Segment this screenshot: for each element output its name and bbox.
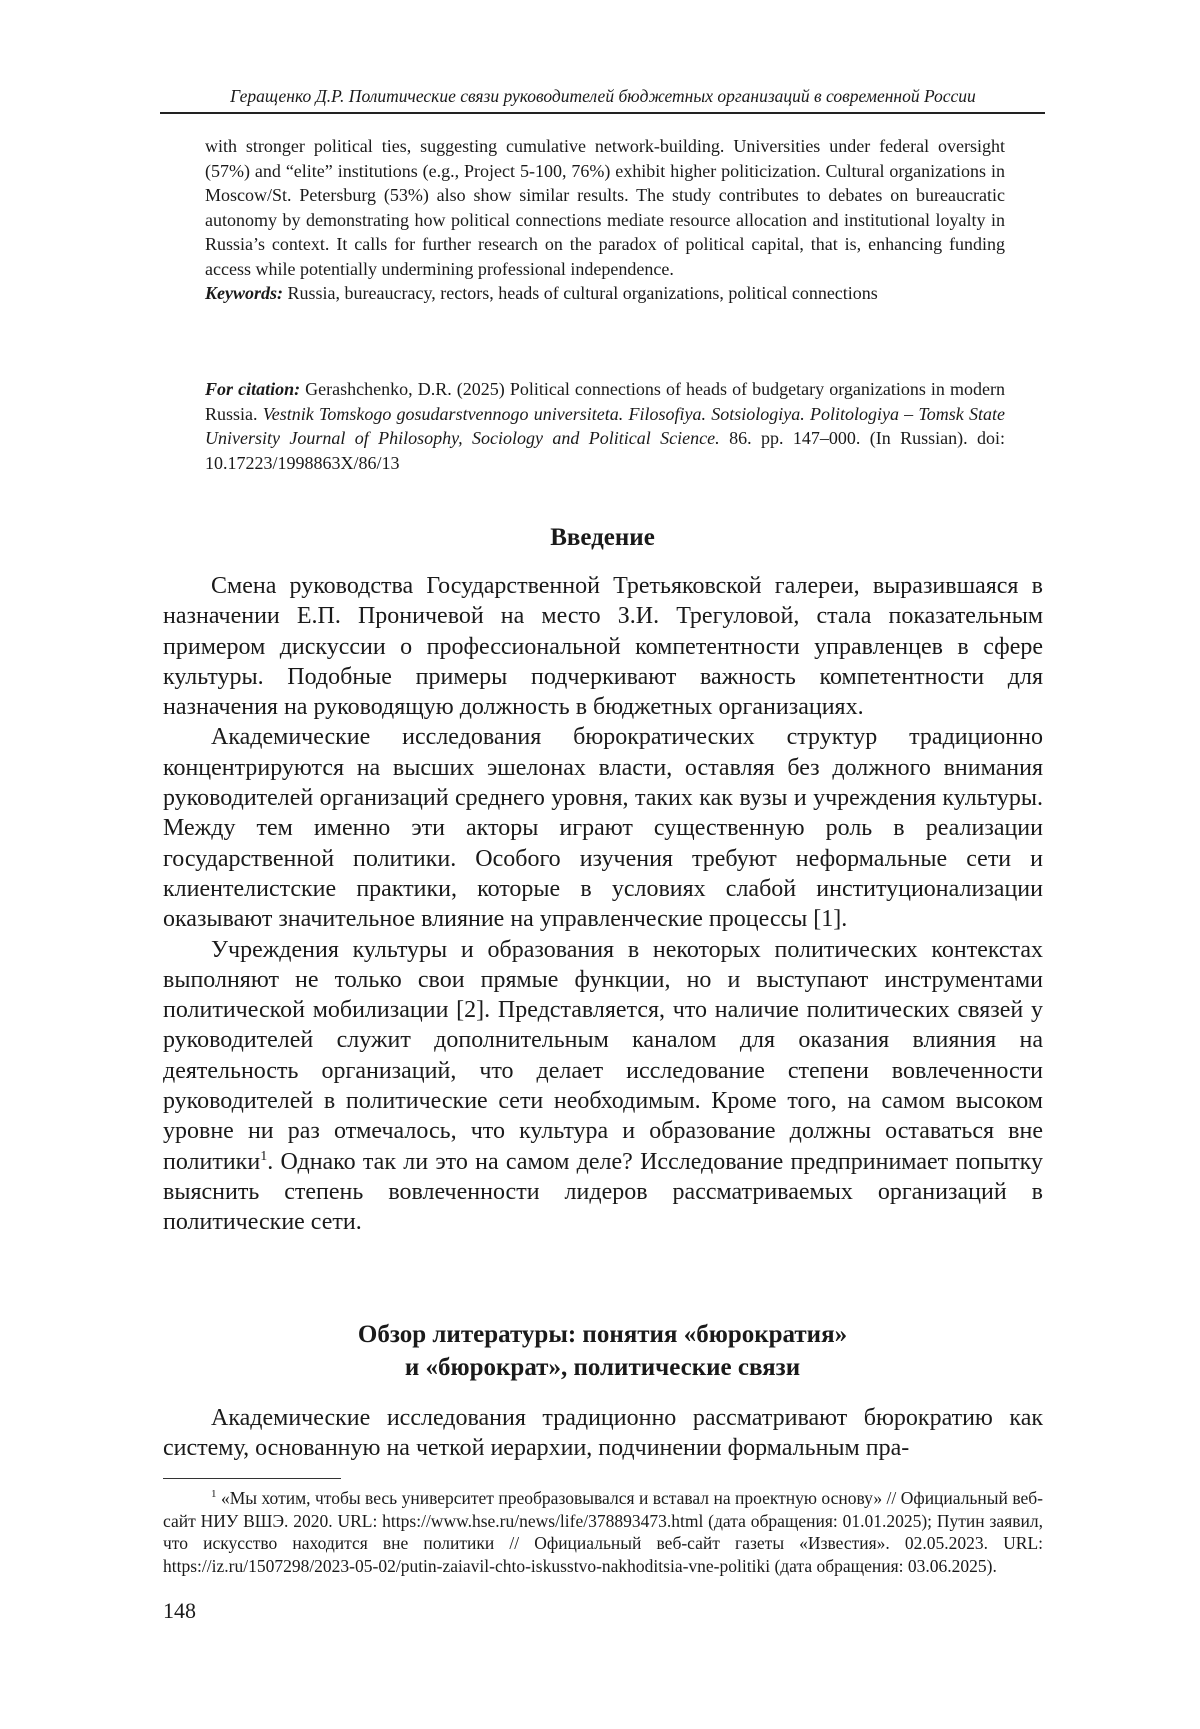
citation-label: For citation:: [205, 379, 301, 399]
abstract-text: with stronger political ties, suggesting cumulative network-building. Universities under federal oversight (57%) and “elite” institutions (e.g., Project 5-100, 76%) exhibit higher politicization. Cultural organizations in Moscow/St. Petersburg (53%) also show similar results. The study contributes to debates on bureaucratic autonomy by demonstrating how political connections mediate resource allocation and institutional loyalty in Russia’s context. It calls for further research on the paradox of political capital, that is, enhancing funding access while potentially undermining professional independence.: [205, 136, 1005, 279]
literature-review-body: [163, 1403, 1043, 1464]
citation-text: Gerashchenko, D.R. (2025) Political connections of heads of budgetary organizations in modern Russia.: [205, 379, 1005, 424]
intro-paragraph-2: Академические исследования бюрократических структур традиционно концентрируются на высших эшелонах власти, оставляя без должного внимания руководителей организаций среднего уровня, таких как вузы и учреждения культуры. Между тем именно эти акторы играют существенную роль в реализации государственной политики. Особого изучения требуют неформальные сети и клиентелистские практики, которые в условиях слабой институционализации оказывают значительное влияние на управленческие процессы [1].: [163, 724, 1043, 933]
footnote-separator: [163, 1478, 341, 1479]
citation-journal: Vestnik Tomskogo gosudarstvennogo universiteta. Filosofiya. Sotsiologiya. Politologiya – Tomsk State University Journal of Philosophy, Sociology and Political Science.: [205, 403, 1005, 448]
footnote-text: «Мы хотим, чтобы весь университет преобразовывался и вставал на проектную основу» // Официальный веб-сайт НИУ ВШЭ. 2020. URL: https://www.hse.ru/news/life/378893473.html (дата обращения: 01.01.2025); Путин заявил, что искусство находится вне политики // Официальный веб-сайт газеты «Известия». 02.05.2023. URL: https://iz.ru/1507298/2023-05-02/putin-zaiavil-chto-iskusstvo-nakhoditsia-vne-politiki (дата обращения: 03.06.2025).: [163, 1488, 1044, 1576]
citation-tail: 86. pp. 147–000. (In Russian). doi: 10.17223/1998863X/86/13: [205, 428, 1006, 473]
literature-review-paragraph-1: Академические исследования традиционно рассматривают бюрократию как систему, основанную на четкой иерархии, подчинении формальным пра-: [163, 1405, 1043, 1462]
literature-review-heading: [160, 1318, 1045, 1384]
running-head: Геращенко Д.Р. Политические связи руководителей бюджетных организаций в современной России: [230, 86, 976, 106]
intro-paragraph-3: [163, 935, 1043, 1238]
citation-block: [205, 377, 1005, 475]
literature-review-heading-line-1: Обзор литературы: понятия «бюрократия»: [357, 1321, 848, 1348]
keywords-label: Keywords:: [205, 283, 283, 303]
intro-body: [163, 571, 1043, 1238]
footnote-marker: 1: [211, 1488, 217, 1501]
intro-heading: Введение: [550, 524, 655, 551]
keywords-text: Russia, bureaucracy, rectors, heads of cultural organizations, political connections: [287, 283, 878, 303]
footnote-reference[interactable]: 1: [260, 1148, 268, 1164]
header-rule: [160, 112, 1045, 114]
literature-review-heading-line-2: и «бюрократ», политические связи: [404, 1354, 801, 1381]
intro-paragraph-3-part-1: Учреждения культуры и образования в некоторых политических контекстах выполняют не только свои прямые функции, но и выступают инструментами политической мобилизации [2]. Представляется, что наличие политических связей у руководителей служит дополнительным каналом для оказания влияния на деятельность организаций, что делает исследование степени вовлеченности руководителей в политические сети необходимым. Кроме того, на самом высоком уровне ни раз отмечалось, что культура и образование должны оставаться вне политики: [163, 936, 1043, 1175]
abstract-block: [205, 134, 1005, 306]
intro-paragraph-1: Смена руководства Государственной Третьяковской галереи, выразившаяся в назначении Е.П. Проничевой на место З.И. Трегуловой, стала показательным примером дискуссии о профессиональной компетентности управленцев в сфере культуры. Подобные примеры подчеркивают важность компетентности для назначения на руководящую должность в бюджетных организациях.: [163, 573, 1043, 721]
keywords-line: [205, 281, 1005, 306]
footnote: [163, 1487, 1043, 1577]
intro-paragraph-3-part-2: . Однако так ли это на самом деле? Исследование предпринимает попытку выяснить степень вовлеченности лидеров рассматриваемых организаций в политические сети.: [163, 1148, 1043, 1236]
page-number: 148: [163, 1598, 196, 1623]
footnote-paragraph: [163, 1487, 1043, 1577]
citation-paragraph: [205, 377, 1005, 475]
